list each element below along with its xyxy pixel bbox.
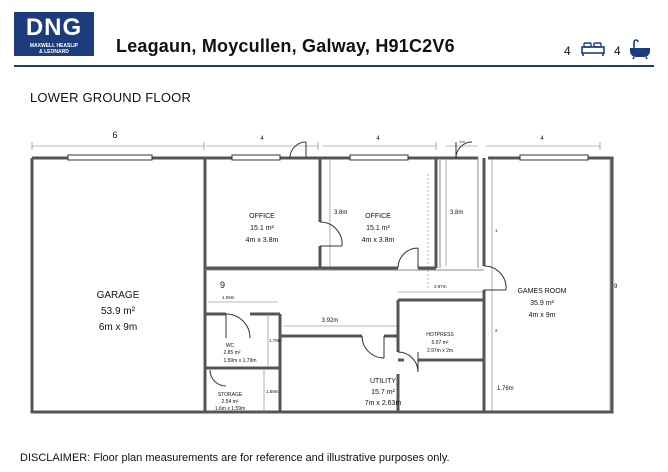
room-office-2 [362, 213, 395, 244]
dim-top-office2: 4 [376, 136, 380, 142]
room-dims: 1.6m x 1.59m [214, 406, 246, 412]
dim-office1-side: 3.8m [334, 210, 348, 216]
disclaimer: DISCLAIMER: Floor plan measurements are for reference and illustrative purposes only. [20, 452, 450, 464]
room-name: GAMES ROOM [517, 288, 567, 295]
room-name: WC [225, 343, 235, 349]
room-garage [97, 290, 140, 333]
dim-top-games: 4 [540, 136, 544, 142]
room-area: 15.1 m² [250, 225, 274, 232]
room-dims: 1.59m x 1.79m [223, 358, 257, 364]
room-name: HOTPRESS [426, 332, 454, 338]
logo-subtext: MAXWELL HEASLIP & LEONARD [29, 43, 79, 55]
room-dims: 6m x 9m [98, 322, 138, 333]
room-area: 2.54 m² [221, 399, 239, 405]
bathroom-count: 4 [614, 44, 621, 58]
dim-hall-nine: 9 [220, 280, 226, 290]
room-name: GARAGE [96, 290, 140, 301]
dimension-labels [112, 130, 618, 394]
doors [210, 142, 506, 386]
room-name: OFFICE [249, 213, 275, 220]
floor-title: LOWER GROUND FLOOR [30, 90, 192, 105]
room-area: 53.9 m² [101, 306, 135, 317]
room-area: 35.9 m² [530, 300, 554, 307]
room-dims: 4m x 3.8m [245, 237, 279, 244]
dim-wc-top: 1.59m [222, 295, 235, 300]
room-area: 5.97 m² [431, 340, 449, 346]
room-utility [365, 378, 402, 407]
room-dims: 7m x 2.63m [364, 400, 402, 407]
room-name: UTILITY [369, 378, 397, 385]
room-wc [223, 343, 256, 364]
room-office-1 [246, 213, 279, 244]
dim-games-bottom: 1.76m [497, 386, 514, 392]
room-hotpress [426, 332, 454, 354]
dim-office2-side: 3.8m [450, 210, 464, 216]
room-area: 15.1 m² [366, 225, 390, 232]
room-name: STORAGE [217, 392, 243, 398]
dim-top-small: 1m [459, 139, 465, 144]
walls [32, 158, 612, 412]
room-games [517, 288, 566, 319]
room-dims: 4m x 3.8m [361, 237, 395, 244]
room-area: 15.7 m² [371, 389, 395, 396]
room-dims: 2.97m x 2m [426, 348, 454, 354]
bedroom-count: 4 [564, 44, 571, 58]
dimension-lines [32, 142, 614, 412]
property-address: Leagaun, Moycullen, Galway, H91C2V6 [116, 36, 455, 56]
dim-top-garage: 6 [112, 130, 118, 140]
dim-storage-side: 1.59m [266, 389, 279, 394]
dim-hotpress-top: 2.97m [434, 284, 447, 289]
room-dims: 4m x 9m [528, 312, 556, 319]
room-area: 2.85 m² [223, 350, 241, 356]
room-name: OFFICE [365, 213, 391, 220]
dim-right-nine: 9 [614, 284, 618, 290]
dim-games-side-2: 2 [495, 328, 498, 333]
logo-text: DNG [25, 14, 83, 41]
dim-corridor: 3.92m [321, 318, 339, 324]
dim-top-office1: 4 [260, 136, 264, 142]
dim-wc-side: 1.79m [269, 338, 282, 343]
dim-games-side-1: 1 [495, 228, 498, 233]
room-storage [215, 392, 245, 412]
